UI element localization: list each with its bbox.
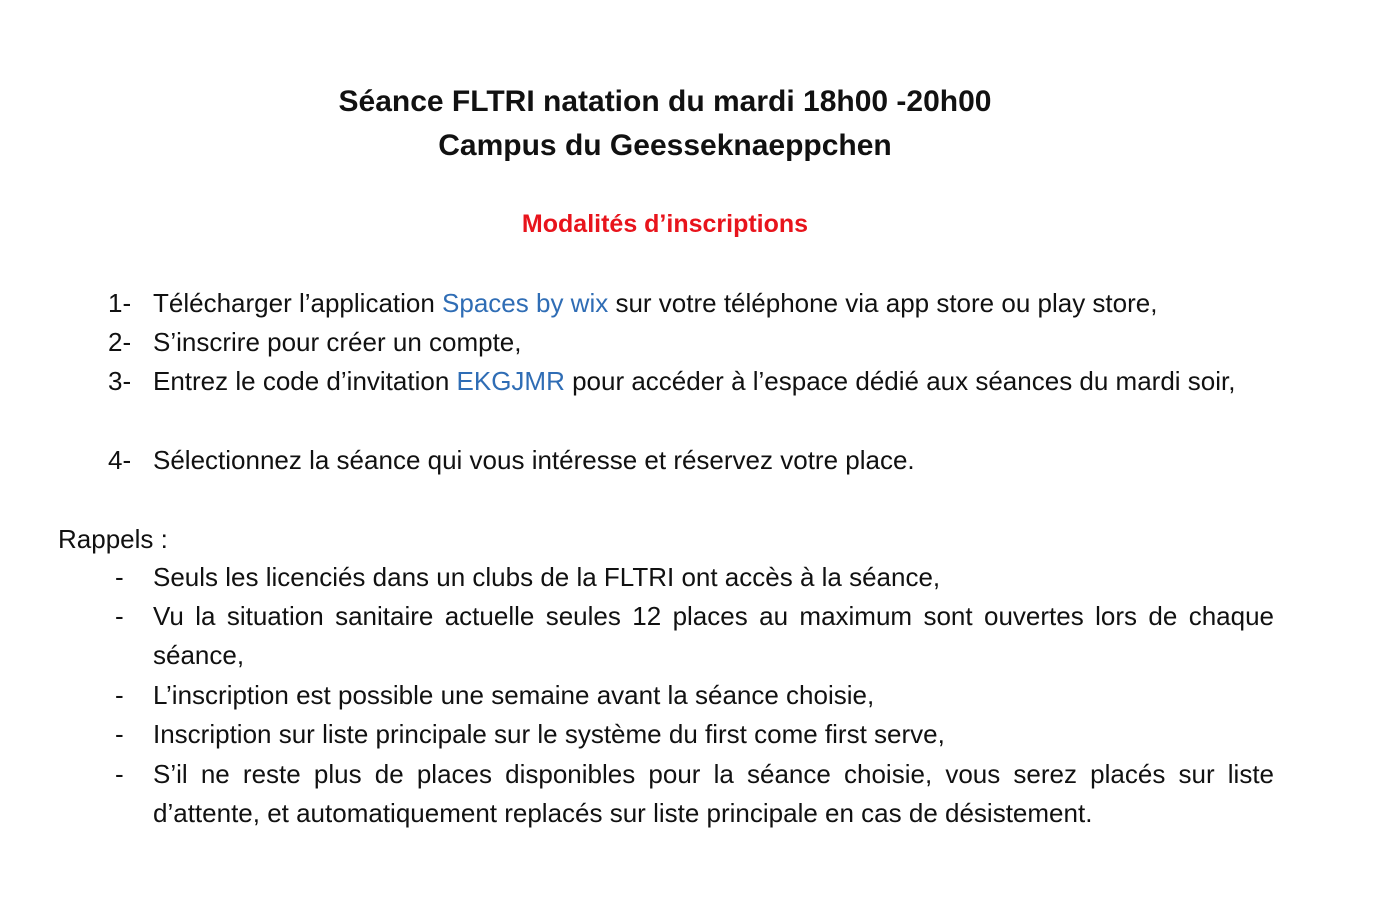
step-4-text <box>153 441 1274 480</box>
step-1-app-link[interactable]: Spaces by wix <box>442 288 609 318</box>
rappel-2-marker: - <box>115 601 124 631</box>
rappel-2-text: Vu la situation sanitaire actuelle seules 12 places au maximum sont ouvertes lors de chaque séance, <box>153 601 1274 670</box>
step-2-text <box>153 323 1274 362</box>
step-2-marker: 2- <box>108 327 132 357</box>
rappel-4-marker: - <box>115 719 124 749</box>
step-4-text-before: Sélectionnez la séance qui vous intéresse et réservez votre place. <box>153 445 915 475</box>
document-subtitle: Modalités d’inscriptions <box>521 210 809 238</box>
step-3-text-before: Entrez le code d’invitation <box>153 366 457 396</box>
step-2-text-before: S’inscrire pour créer un compte, <box>153 327 522 357</box>
step-3-marker: 3- <box>108 366 132 396</box>
step-4-marker: 4- <box>108 445 132 475</box>
step-1-text <box>153 284 1283 323</box>
rappel-1-marker: - <box>115 562 124 592</box>
rappel-3-marker: - <box>115 680 124 710</box>
step-3-invite-code: EKGJMR <box>456 366 565 396</box>
rappel-3-text: L’inscription est possible une semaine avant la séance choisie, <box>153 680 875 710</box>
document-title-line2: Campus du Geesseknaeppchen <box>438 129 892 162</box>
rappel-1-text: Seuls les licenciés dans un clubs de la FLTRI ont accès à la séance, <box>153 562 941 592</box>
step-1-marker: 1- <box>108 288 132 318</box>
rappel-5-marker: - <box>115 759 124 789</box>
step-3-text <box>153 362 1274 401</box>
step-1-text-after: sur votre téléphone via app store ou play store, <box>608 288 1158 318</box>
rappel-5-text: S’il ne reste plus de places disponibles pour la séance choisie, vous serez placés sur liste d’attente, et automatiquement replacés sur liste principale en cas de désistement. <box>153 759 1274 828</box>
document-title-line1: Séance FLTRI natation du mardi 18h00 -20h00 <box>338 85 992 118</box>
step-1-text-before: Télécharger l’application <box>153 288 443 318</box>
step-3-text-after: pour accéder à l’espace dédié aux séances du mardi soir, <box>564 366 1236 396</box>
rappel-4-text: Inscription sur liste principale sur le système du first come first serve, <box>153 719 945 749</box>
rappels-heading: Rappels : <box>58 524 168 554</box>
